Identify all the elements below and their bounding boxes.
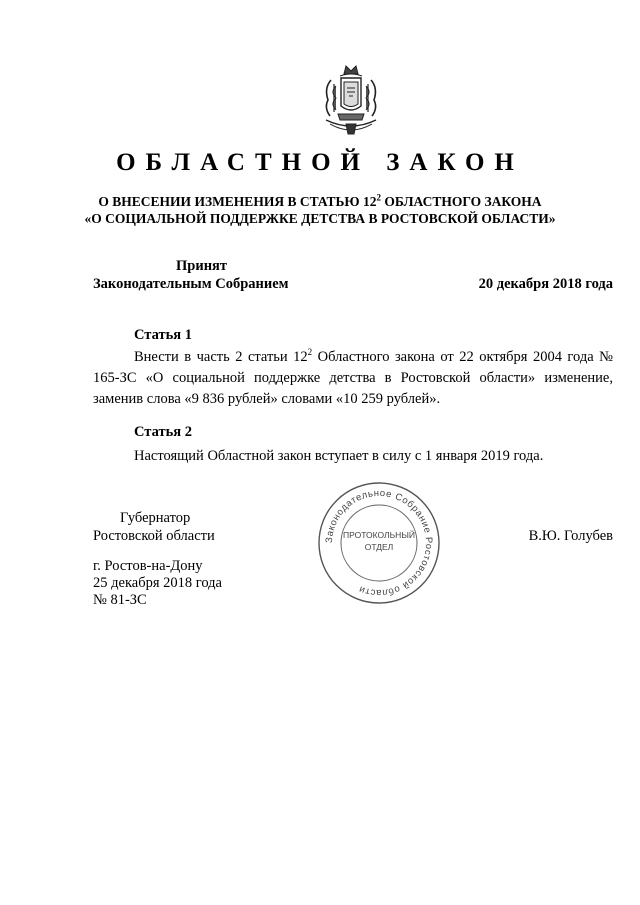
article-2-text: Настоящий Областной закон вступает в силу с 1 января 2019 года. bbox=[134, 448, 544, 464]
stamp-ring-text: Законодательное Собрание Ростовской области bbox=[323, 487, 435, 599]
stamp-inner-line-2: ОТДЕЛ bbox=[364, 542, 394, 552]
stamp-inner-line-1: ПРОТОКОЛЬНЫЙ bbox=[343, 530, 415, 540]
article-1-text: Внести в часть 2 статьи $12^2$ Областного закона от 22 октября 2004 года № 165-ЗС «О социальной поддержке детства в Ростовской области» изменение, заменив слова «9 836 рублей» словами «10 259 рублей». bbox=[93, 347, 613, 407]
signing-place: г. Ростов-на-Дону bbox=[93, 558, 203, 574]
signing-date: 25 декабря 2018 года bbox=[93, 575, 222, 591]
adoption-date: 20 декабря 2018 года bbox=[478, 276, 613, 292]
signer-position-line-1: Губернатор bbox=[120, 510, 191, 526]
subtitle-line-1: О ВНЕСЕНИИ ИЗМЕНЕНИЯ В СТАТЬЮ $12^2$ ОБЛАСТНОГО ЗАКОНА bbox=[98, 192, 542, 209]
article-1-heading: Статья 1 bbox=[134, 327, 192, 343]
signer-name: В.Ю. Голубев bbox=[528, 528, 613, 544]
signer-position-line-2: Ростовской области bbox=[93, 528, 215, 544]
adopted-label: Принят bbox=[176, 258, 228, 274]
article-2-heading: Статья 2 bbox=[134, 424, 192, 440]
adopted-by-label: Законодательным Собранием bbox=[93, 276, 289, 292]
law-number: № 81-ЗС bbox=[93, 592, 147, 608]
coat-of-arms-emblem bbox=[316, 62, 386, 138]
document-title: ОБЛАСТНОЙ ЗАКОН bbox=[116, 149, 524, 176]
subtitle-line-2: «О СОЦИАЛЬНОЙ ПОДДЕРЖКЕ ДЕТСТВА В РОСТОВСКОЙ ОБЛАСТИ» bbox=[84, 211, 556, 226]
document-subtitle bbox=[60, 193, 580, 227]
official-stamp bbox=[316, 480, 442, 606]
